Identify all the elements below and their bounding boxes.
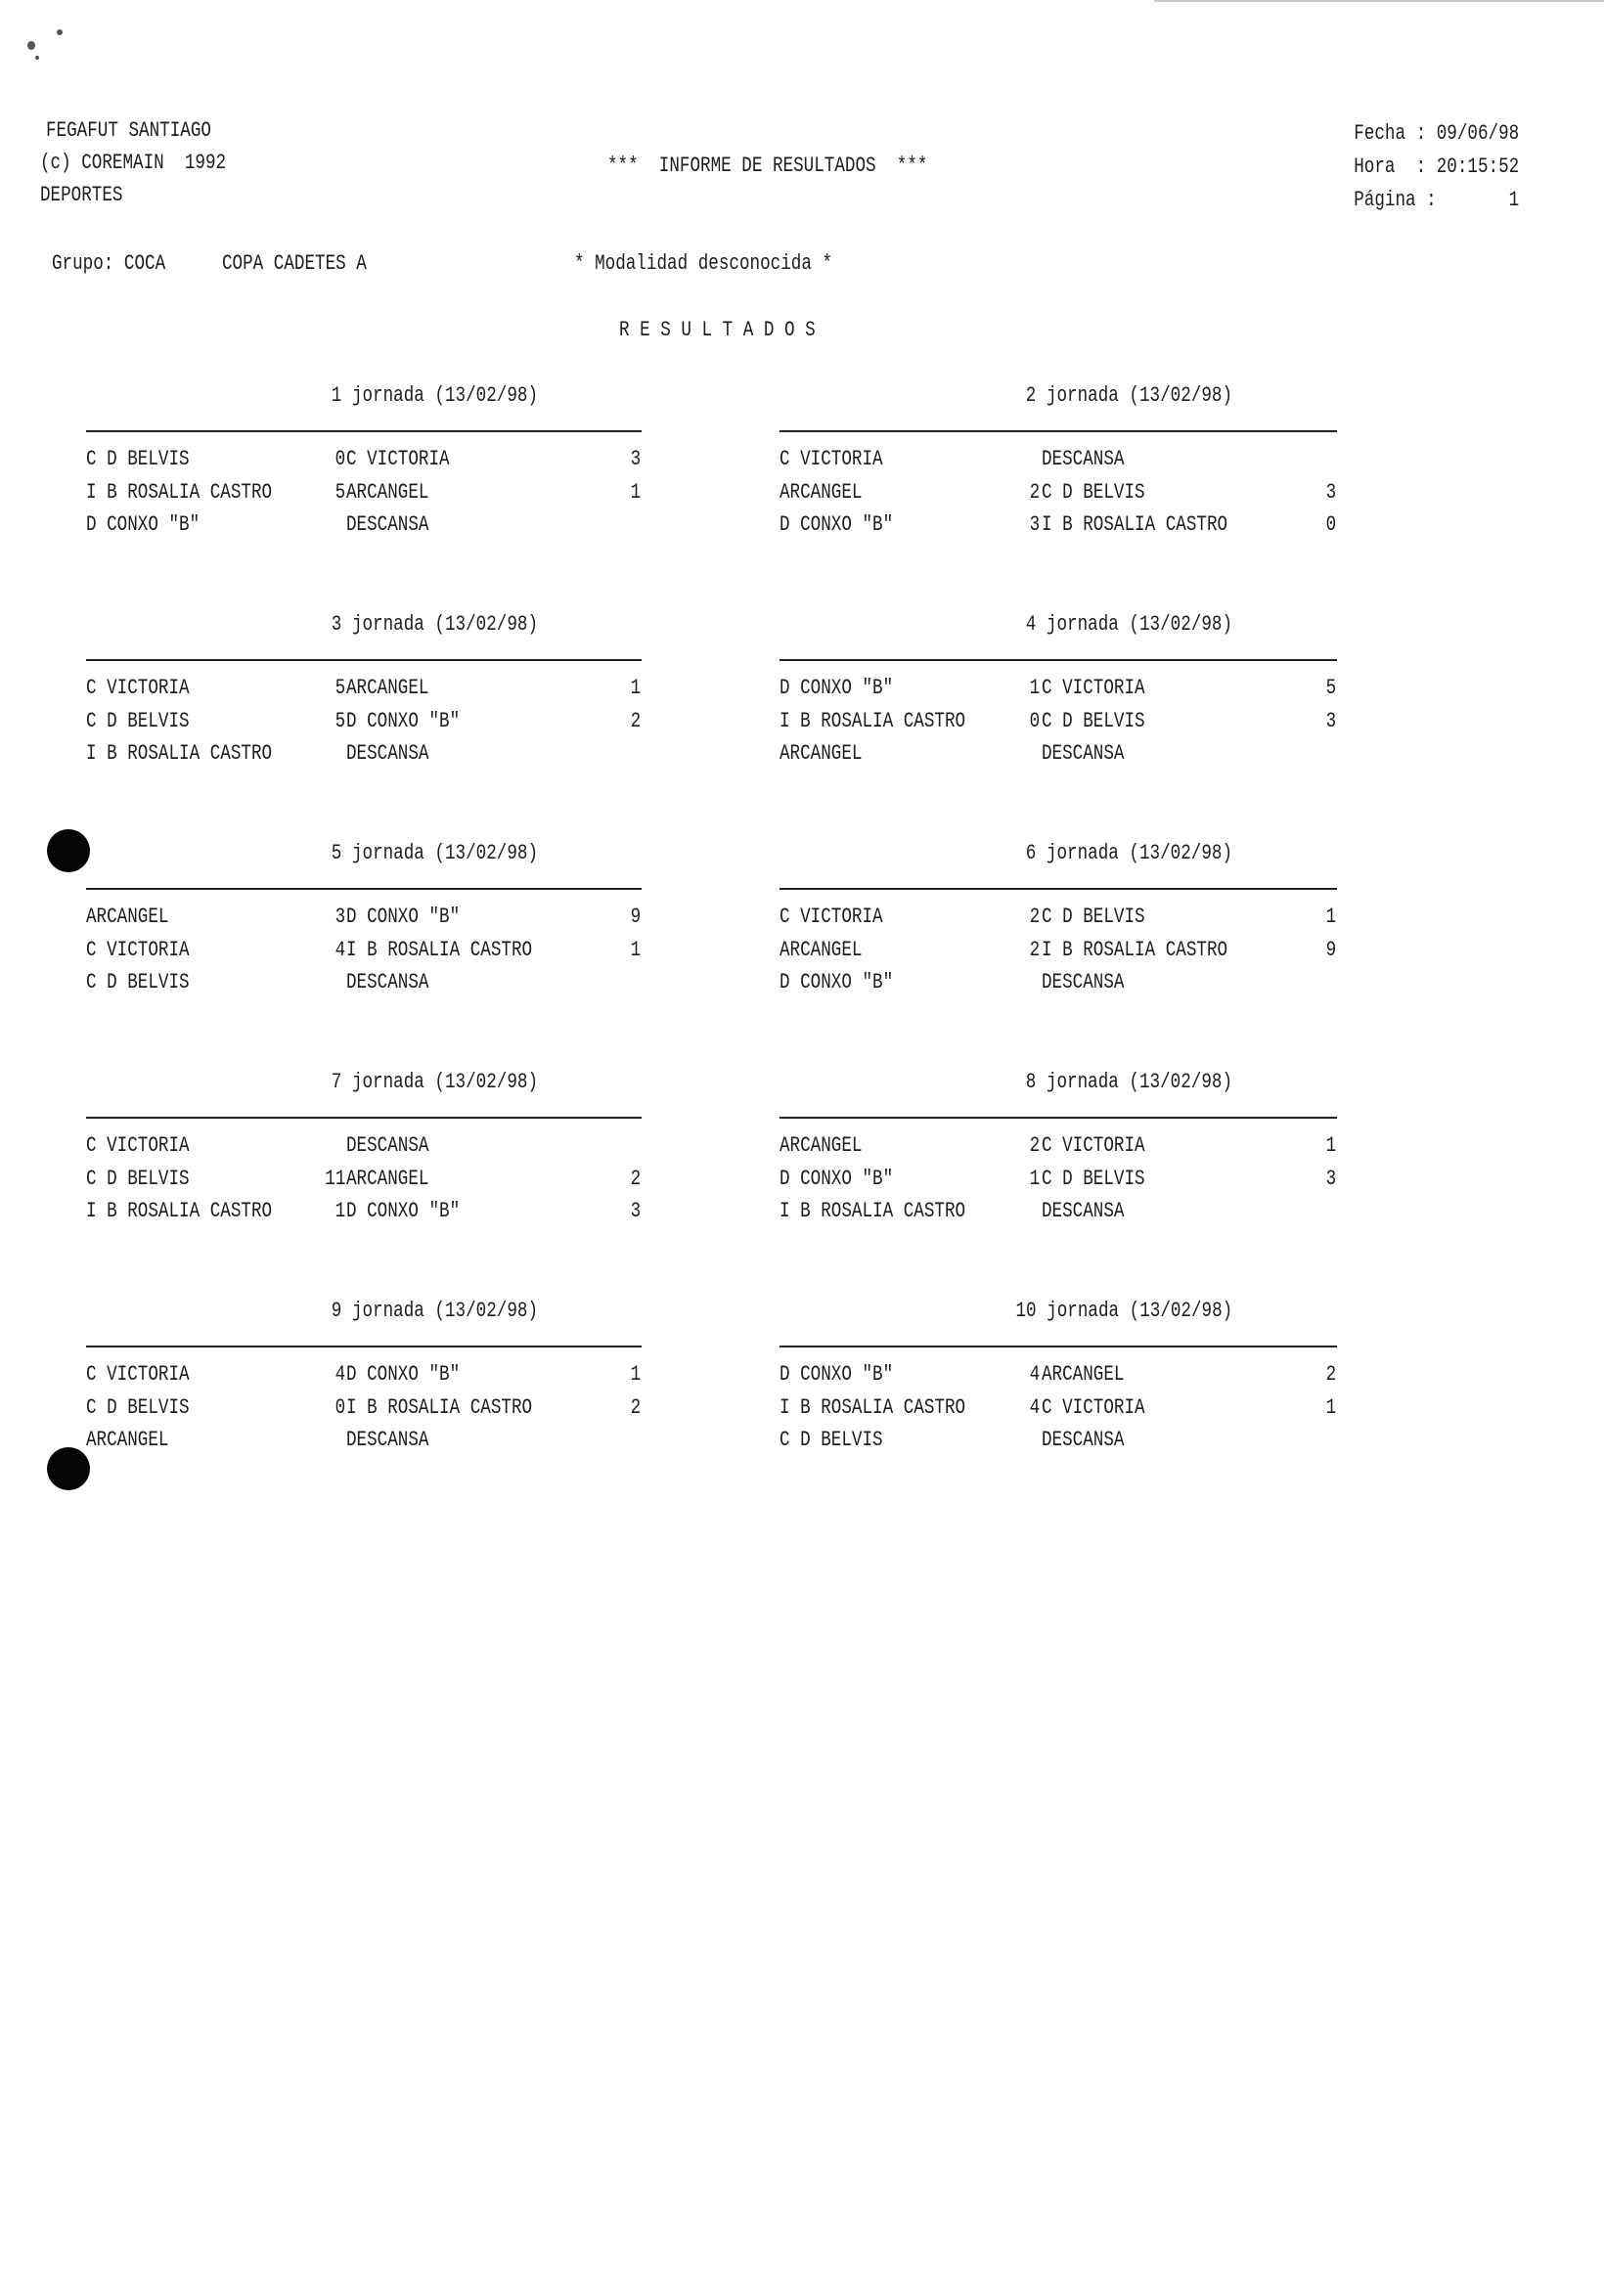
home-team: C D BELVIS [86,1166,190,1191]
away-score: 1 [1325,905,1336,929]
home-score: 1 [334,1199,345,1223]
home-team: D CONXO "B" [780,1362,894,1387]
away-team: C VICTORIA [1042,676,1145,700]
away-team: C D BELVIS [1042,479,1145,505]
home-score: 5 [334,708,345,733]
jornada-title: 1 jornada (13/02/98) [331,383,538,408]
away-team: I B ROSALIA CASTRO [1042,512,1228,537]
away-team: D CONXO "B" [346,1199,461,1223]
jornada-title: 5 jornada (13/02/98) [331,841,538,865]
home-score: 4 [334,1362,345,1387]
jornada-rule [780,430,1337,432]
home-team: C VICTORIA [780,905,883,929]
away-team: DESCANSA [346,1133,429,1158]
home-team: I B ROSALIA CASTRO [780,1199,966,1223]
jornada-rule [780,659,1337,661]
away-score: 0 [1325,512,1336,537]
away-team: DESCANSA [1042,447,1125,471]
jornada-rule [780,1117,1337,1119]
scan-speck [35,56,39,60]
home-score: 4 [1029,1394,1040,1420]
away-team: C D BELVIS [1042,708,1145,733]
away-team: C VICTORIA [1042,1133,1145,1158]
away-team: ARCANGEL [346,676,429,700]
home-team: I B ROSALIA CASTRO [780,1394,966,1420]
jornada-title: 4 jornada (13/02/98) [1025,612,1232,637]
page-number: Página : 1 [1354,188,1519,212]
punch-hole [47,829,90,872]
scan-speck [57,29,63,35]
home-score: 11 [324,1166,345,1191]
away-team: I B ROSALIA CASTRO [346,937,533,962]
away-team: I B ROSALIA CASTRO [1042,937,1228,962]
home-score: 4 [1029,1362,1040,1387]
away-score: 3 [1325,479,1336,505]
jornada-rule [86,888,642,890]
home-team: C D BELVIS [86,447,190,471]
away-team: DESCANSA [346,970,429,994]
away-team: ARCANGEL [1042,1362,1125,1387]
away-team: ARCANGEL [346,479,429,505]
home-team: C D BELVIS [86,970,190,994]
jornada-title: 8 jornada (13/02/98) [1025,1070,1232,1094]
away-team: DESCANSA [1042,741,1125,766]
competition-name: COPA CADETES A [222,251,367,276]
punch-hole [47,1447,90,1490]
home-score: 4 [334,937,345,962]
away-score: 3 [1325,708,1336,733]
home-score: 0 [334,447,345,471]
home-team: ARCANGEL [780,479,863,505]
away-team: I B ROSALIA CASTRO [346,1394,533,1420]
home-team: I B ROSALIA CASTRO [86,1199,273,1223]
away-score: 9 [630,905,641,929]
modality-note: * Modalidad desconocida * [574,251,833,276]
away-score: 5 [1325,676,1336,700]
jornada-rule [780,888,1337,890]
home-team: D CONXO "B" [86,512,200,537]
away-team: C VICTORIA [1042,1394,1145,1420]
jornada-title: 2 jornada (13/02/98) [1025,383,1232,408]
jornada-title: 9 jornada (13/02/98) [331,1299,538,1323]
department: DEPORTES [40,183,123,207]
home-team: C D BELVIS [780,1428,883,1452]
away-team: D CONXO "B" [346,708,461,733]
home-score: 1 [1029,676,1040,700]
home-team: D CONXO "B" [780,676,894,700]
copyright-line: (c) COREMAIN 1992 [40,151,227,175]
away-team: DESCANSA [1042,1428,1125,1452]
away-score: 2 [1325,1362,1336,1387]
away-team: DESCANSA [346,512,429,537]
home-team: D CONXO "B" [780,512,894,537]
away-score: 1 [1325,1133,1336,1158]
away-team: C VICTORIA [346,447,450,471]
jornada-rule [86,1117,642,1119]
home-team: I B ROSALIA CASTRO [86,741,273,766]
jornada-title: 7 jornada (13/02/98) [331,1070,538,1094]
home-team: C VICTORIA [86,1133,190,1158]
jornada-rule [86,659,642,661]
away-score: 3 [630,1199,641,1223]
report-date: Fecha : 09/06/98 [1354,121,1519,146]
away-score: 1 [630,937,641,962]
home-team: ARCANGEL [86,1428,169,1452]
home-team: C VICTORIA [86,676,190,700]
home-score: 0 [1029,708,1040,733]
home-team: ARCANGEL [780,741,863,766]
home-team: ARCANGEL [86,905,169,929]
away-team: DESCANSA [1042,1199,1125,1223]
jornada-rule [86,430,642,432]
away-score: 1 [630,1362,641,1387]
away-team: D CONXO "B" [346,905,461,929]
away-team: DESCANSA [346,1428,429,1452]
home-team: C D BELVIS [86,1394,190,1420]
home-team: D CONXO "B" [780,1166,894,1191]
home-team: ARCANGEL [780,937,863,962]
home-team: C VICTORIA [780,447,883,471]
away-team: DESCANSA [1042,970,1125,994]
away-score: 1 [630,479,641,505]
away-team: D CONXO "B" [346,1362,461,1387]
away-score: 1 [630,676,641,700]
home-score: 5 [334,676,345,700]
home-team: D CONXO "B" [780,970,894,994]
home-score: 1 [1029,1166,1040,1191]
section-title: R E S U L T A D O S [619,318,816,342]
scan-speck [27,41,35,50]
away-team: C D BELVIS [1042,1166,1145,1191]
home-team: C D BELVIS [86,708,190,733]
home-score: 2 [1029,937,1040,962]
home-score: 5 [334,479,345,505]
home-team: C VICTORIA [86,1362,190,1387]
home-team: ARCANGEL [780,1133,863,1158]
away-team: C D BELVIS [1042,905,1145,929]
away-team: ARCANGEL [346,1166,429,1191]
jornada-title: 6 jornada (13/02/98) [1025,841,1232,865]
jornada-rule [86,1346,642,1347]
away-score: 3 [1325,1166,1336,1191]
org-name: FEGAFUT SANTIAGO [46,118,211,143]
away-score: 2 [630,708,641,733]
jornada-rule [780,1346,1337,1347]
jornada-title: 10 jornada (13/02/98) [1015,1299,1232,1323]
home-score: 2 [1029,905,1040,929]
away-team: DESCANSA [346,741,429,766]
home-team: I B ROSALIA CASTRO [86,479,273,505]
away-score: 3 [630,447,641,471]
home-team: I B ROSALIA CASTRO [780,708,966,733]
home-score: 2 [1029,1133,1040,1158]
away-score: 9 [1325,937,1336,962]
home-score: 3 [1029,512,1040,537]
jornada-title: 3 jornada (13/02/98) [331,612,538,637]
away-score: 2 [630,1166,641,1191]
scan-top-edge [1154,0,1604,2]
home-score: 3 [334,905,345,929]
report-title: *** INFORME DE RESULTADOS *** [607,154,928,178]
away-score: 1 [1325,1394,1336,1420]
home-score: 0 [334,1394,345,1420]
home-team: C VICTORIA [86,937,190,962]
report-time: Hora : 20:15:52 [1354,155,1519,179]
away-score: 2 [630,1394,641,1420]
group-label: Grupo: COCA [52,251,166,276]
home-score: 2 [1029,479,1040,505]
